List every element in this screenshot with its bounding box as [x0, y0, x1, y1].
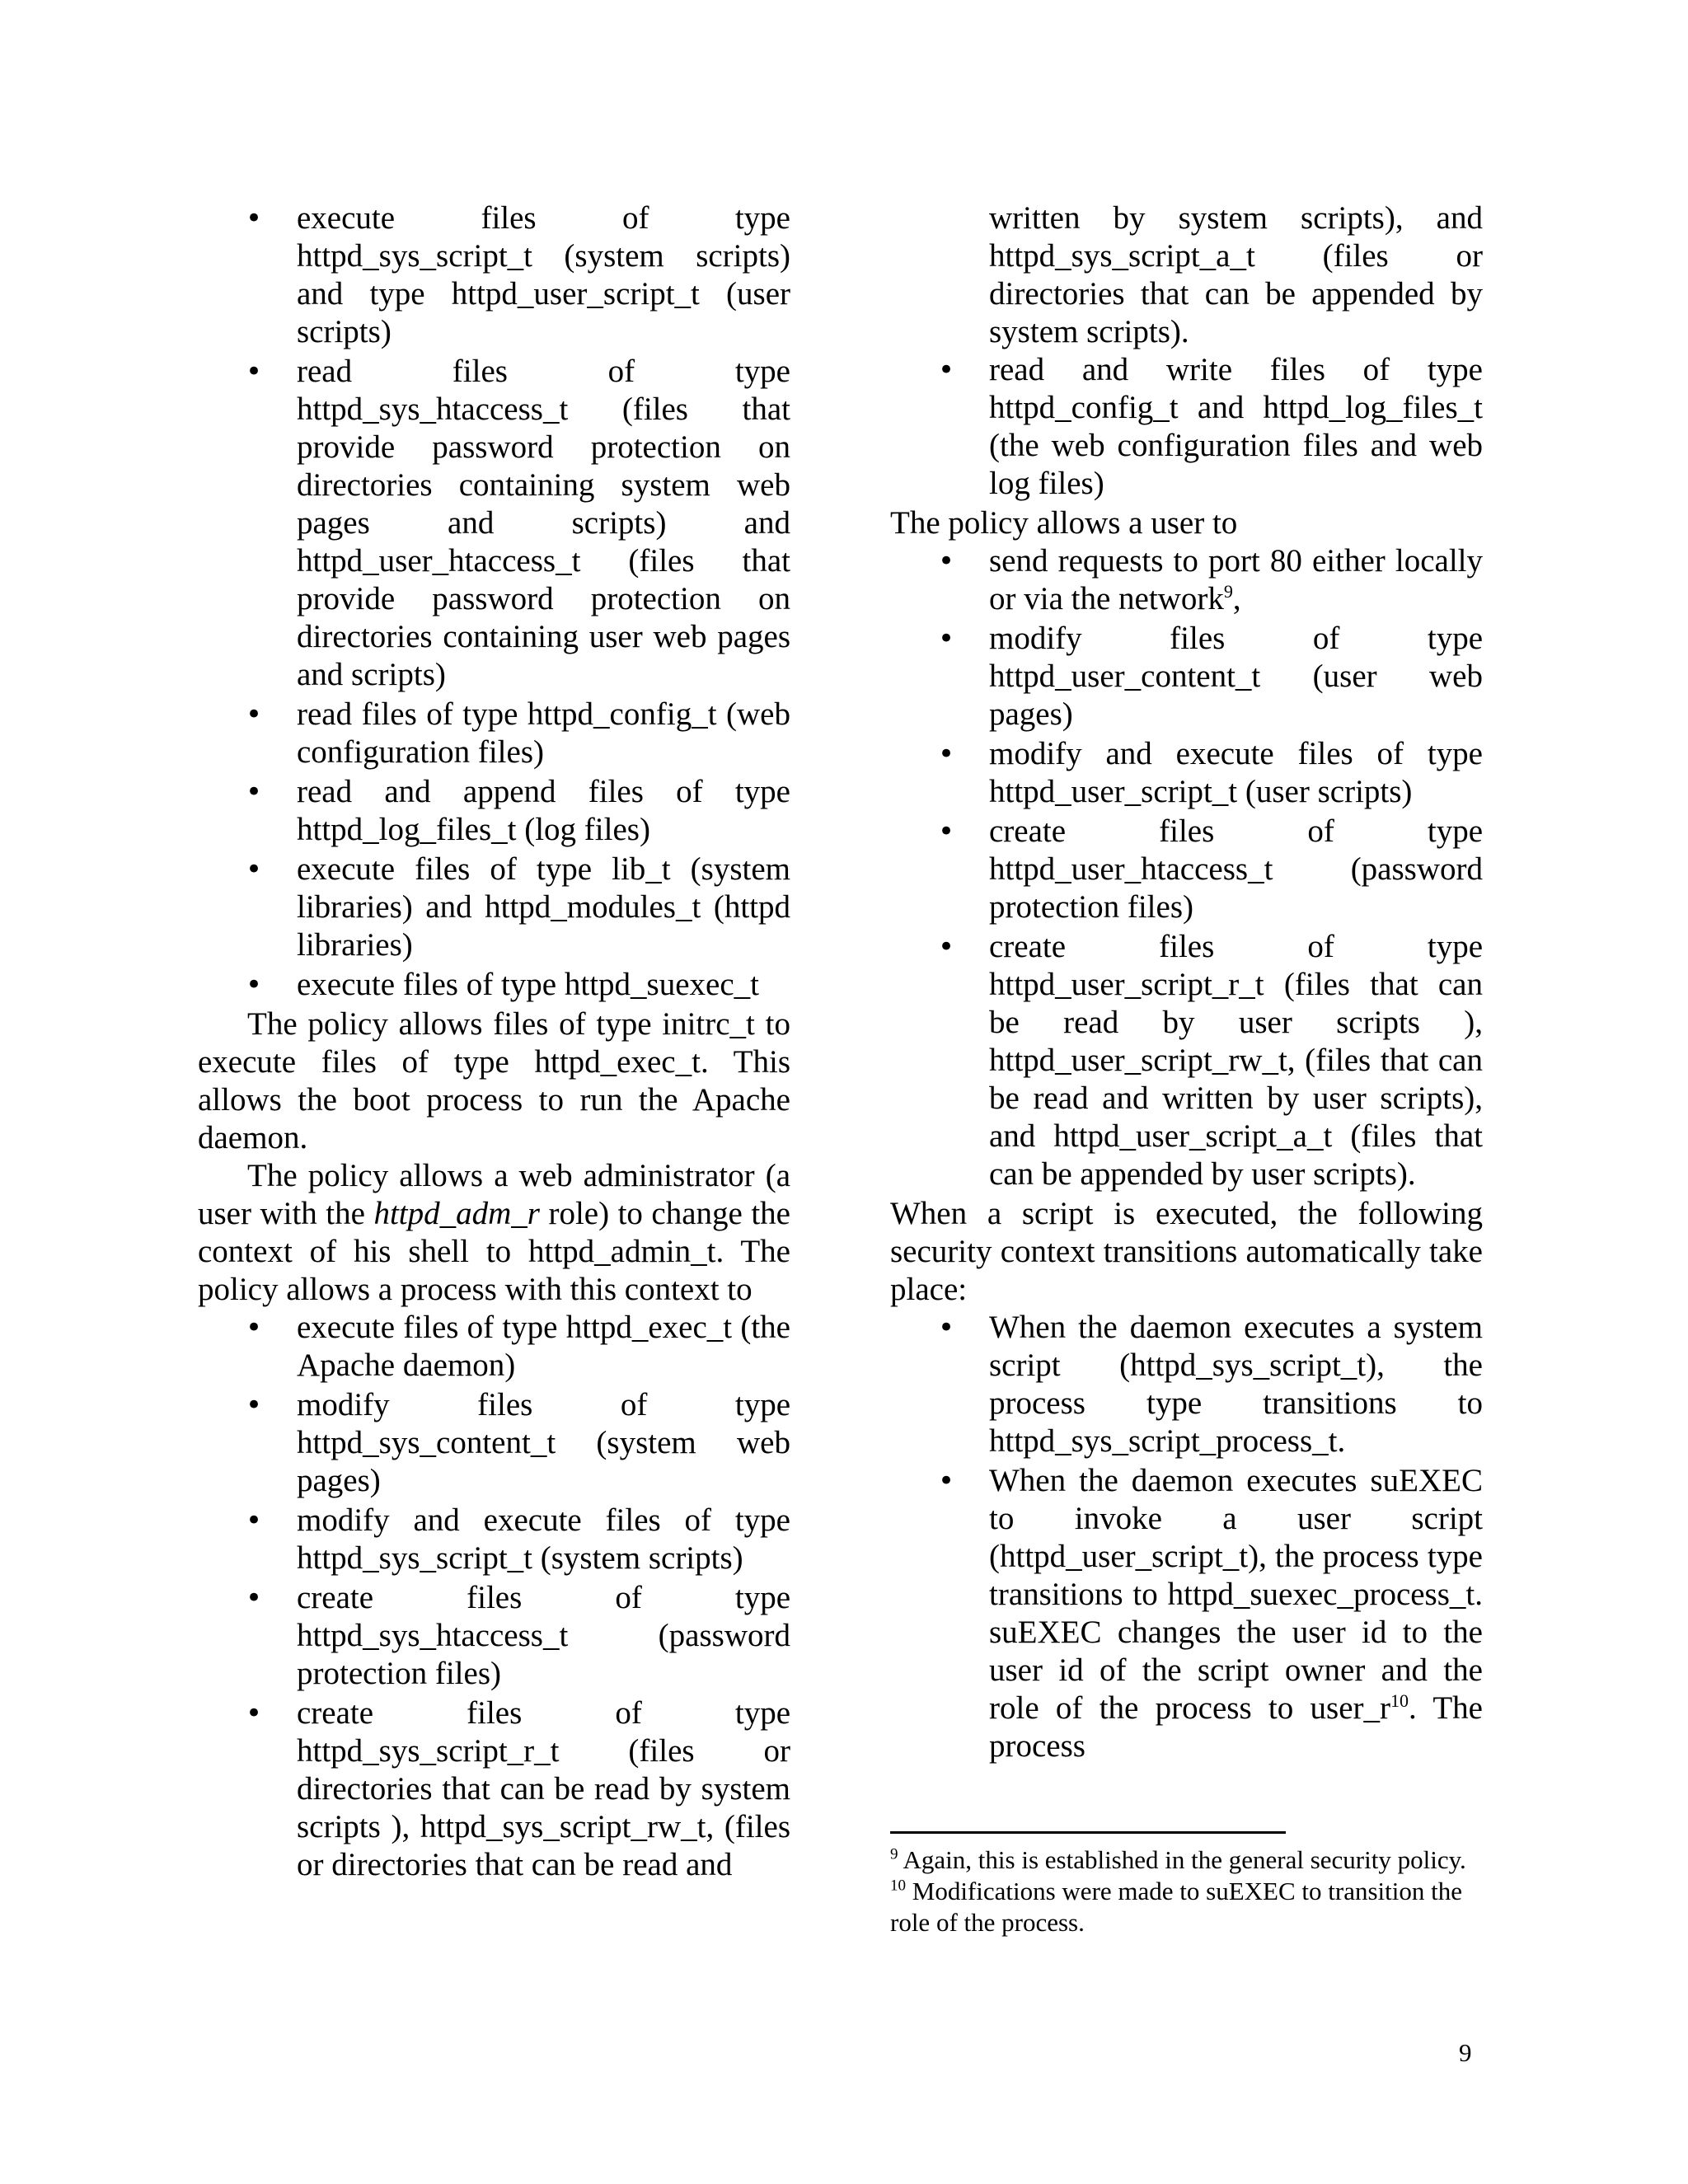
- list-item-continuation: written by system scripts), and httpd_sys_script_a_t (files or directories that can be appended by system scripts).: [989, 200, 1483, 349]
- right-bullet-list-3: [890, 1309, 1483, 1765]
- footnotes: [890, 1844, 1467, 1938]
- list-item: • create files of type httpd_sys_script_r_t (files or directories that can be read by system scripts ), httpd_sys_script_rw_t, (files or directories that can be read and: [198, 1694, 790, 1884]
- list-item: • execute files of type httpd_suexec_t: [198, 966, 790, 1004]
- footnote: [890, 1844, 1467, 1876]
- footnote: [890, 1876, 1467, 1938]
- footnote-mark: 10: [890, 1877, 906, 1895]
- paragraph-user-policy: The policy allows a user to: [890, 505, 1238, 541]
- paragraph-initrc: The policy allows files of type initrc_t to execute files of type httpd_exec_t. This allows the boot process to run the Apache daemon.: [198, 1006, 790, 1155]
- list-item: [890, 542, 1483, 618]
- footnote-ref: 9: [1223, 581, 1233, 602]
- footnote-separator: [890, 1831, 1286, 1834]
- list-item-tail: . The process: [989, 1690, 1483, 1764]
- footnote-mark: 9: [890, 1845, 898, 1863]
- list-item: • create files of type httpd_user_script_r_t (files that can be read by user scripts ), httpd_user_script_rw_t, (files that can be read and written by user scripts), and httpd_user_script_a_t (files that can be appended by user scripts).: [890, 928, 1483, 1193]
- footnote-text: Again, this is established in the general security policy.: [898, 1845, 1466, 1874]
- list-item: • modify files of type httpd_sys_content_t (system web pages): [198, 1386, 790, 1500]
- paragraph-text: role) to change the context of his shell to httpd_admin_t. The policy allows a process with this context to: [198, 1196, 790, 1307]
- paragraph-web-admin: [198, 1157, 790, 1309]
- list-item: • modify files of type httpd_user_content_t (user web pages): [890, 620, 1483, 733]
- paragraph-text: The policy allows a web administrator (a user with the: [198, 1158, 790, 1231]
- left-bullet-list-1: [198, 199, 790, 1004]
- list-item: • execute files of type lib_t (system libraries) and httpd_modules_t (httpd libraries): [198, 851, 790, 964]
- list-item: • execute files of type httpd_exec_t (the Apache daemon): [198, 1309, 790, 1385]
- list-item: • When the daemon executes a system script (httpd_sys_script_t), the process type transitions to httpd_sys_script_process_t.: [890, 1309, 1483, 1460]
- list-item-tail: ,: [1232, 581, 1241, 616]
- list-item: • read and write files of type httpd_config_t and httpd_log_files_t (the web configuration files and web log files): [890, 351, 1483, 503]
- list-item: • execute files of type httpd_sys_script_t (system scripts) and type httpd_user_script_t (user scripts): [198, 199, 790, 351]
- list-item: • read files of type httpd_config_t (web configuration files): [198, 696, 790, 771]
- list-item-text: send requests to port 80 either locally or via the network: [989, 543, 1483, 616]
- footnote-ref: 10: [1390, 1690, 1409, 1711]
- list-item: • read files of type httpd_sys_htaccess_t (files that provide password protection on directories containing system web pages and scripts) and httpd_user_htaccess_t (files that provide password protection on directories containing user web pages and scripts): [198, 353, 790, 694]
- list-item: • modify and execute files of type httpd_sys_script_t (system scripts): [198, 1502, 790, 1577]
- list-item: [890, 1462, 1483, 1765]
- paragraph-transitions: When a script is executed, the following security context transitions automatically take place:: [890, 1196, 1483, 1307]
- role-name-italic: httpd_adm_r: [373, 1196, 540, 1231]
- right-bullet-list-2: [890, 542, 1483, 1193]
- page-number: 9: [1459, 2038, 1472, 2067]
- list-item-text: When the daemon executes suEXEC to invoke a user script (httpd_user_script_t), the process type transitions to httpd_suexec_process_t. suEXEC changes the user id to the user id of the script owner and the role of the process to user_r: [989, 1463, 1483, 1726]
- list-item: • create files of type httpd_sys_htaccess_t (password protection files): [198, 1579, 790, 1693]
- list-item: • create files of type httpd_user_htaccess_t (password protection files): [890, 813, 1483, 926]
- right-column: [890, 199, 1483, 1767]
- list-item: • modify and execute files of type httpd_user_script_t (user scripts): [890, 735, 1483, 811]
- footnote-text: Modifications were made to suEXEC to transition the role of the process.: [890, 1877, 1462, 1937]
- right-bullet-list-1: [890, 351, 1483, 503]
- left-column: [198, 199, 790, 1886]
- left-bullet-list-2: [198, 1309, 790, 1884]
- list-item: • read and append files of type httpd_log_files_t (log files): [198, 773, 790, 849]
